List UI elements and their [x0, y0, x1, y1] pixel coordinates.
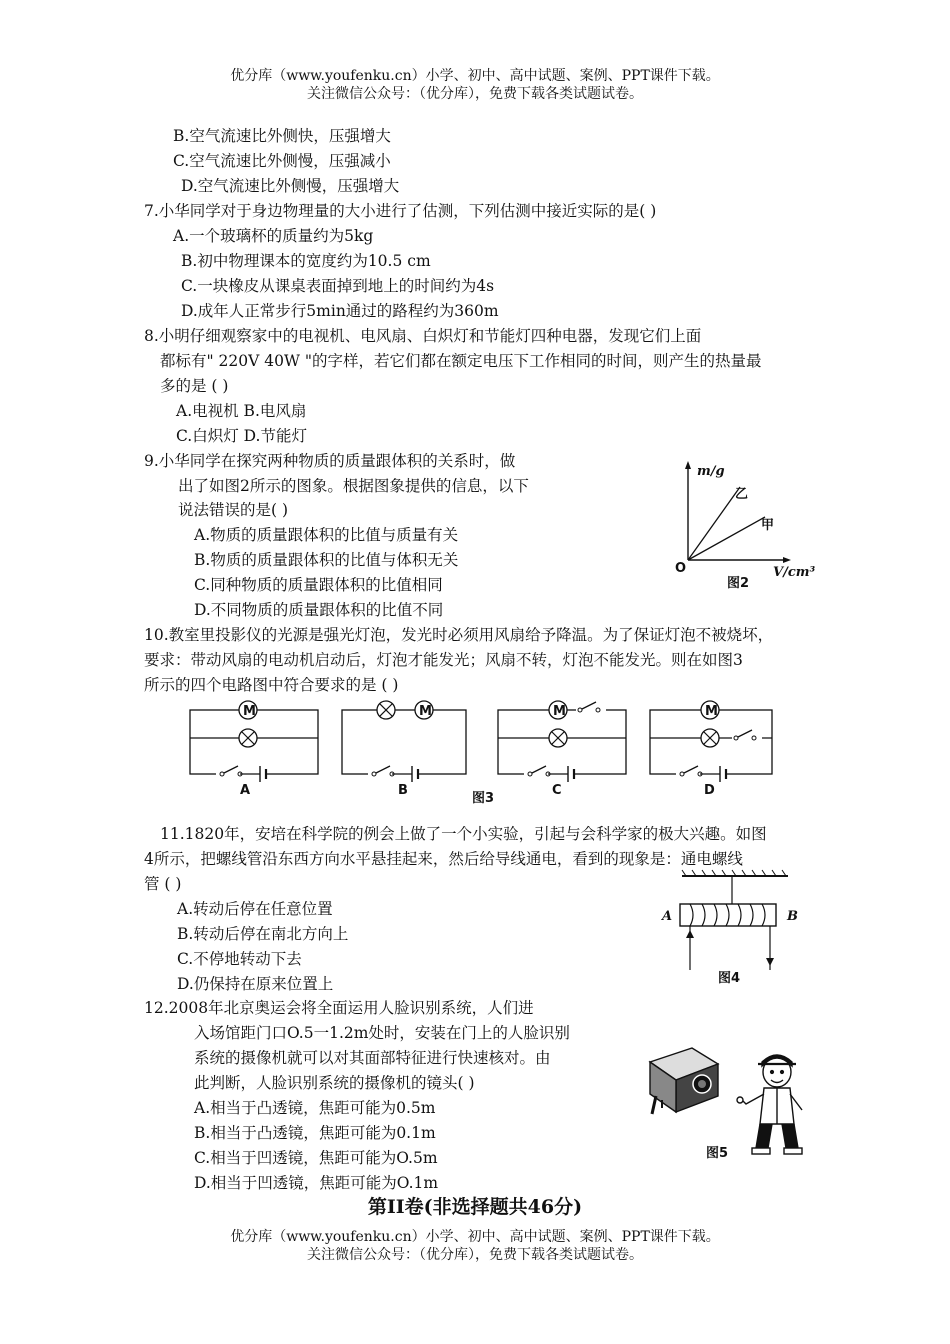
- figure-3-caption: 图3: [472, 791, 495, 806]
- q12-stem-1: 12.2008年北京奥运会将全面运用人脸识别系统，人们进: [144, 999, 534, 1017]
- q9-stem-2: 出了如图2所示的图象。根据图象提供的信息，以下: [178, 477, 529, 495]
- q6-option-c: C.空气流速比外侧慢，压强减小: [173, 152, 391, 170]
- q10-stem-1: 10.教室里投影仪的光源是强光灯泡，发光时必须用风扇给予降温。为了保证灯泡不被烧坏，: [144, 626, 774, 644]
- q8-stem-2: 都标有" 220V 40W "的字样，若它们都在额定电压下工作相同的时间，则产生的热量最: [160, 352, 762, 370]
- q10-stem-3: 所示的四个电路图中符合要求的是 ( ): [144, 676, 399, 694]
- x-axis-arrow: [783, 557, 791, 563]
- footer-line-1: 优分库（www.youfenku.cn）小学、初中、高中试题、案例、PPT课件下载。: [230, 1229, 720, 1245]
- q11-option-d: D.仍保持在原来位置上: [177, 975, 334, 993]
- section-title: 第II卷(非选择题共46分): [367, 1196, 583, 1218]
- q12-option-b: B.相当于凸透镜，焦距可能为0.1m: [194, 1124, 436, 1142]
- svg-text:M: M: [553, 704, 566, 719]
- circuit-b: [342, 701, 466, 798]
- figure-2-caption: 图2: [727, 576, 750, 591]
- line-yi-label: 乙: [735, 487, 749, 502]
- circuit-a-label: A: [240, 783, 251, 798]
- svg-text:M: M: [243, 704, 256, 719]
- person-icon: [737, 1055, 802, 1154]
- q11-option-a: A.转动后停在任意位置: [177, 900, 333, 918]
- q7-option-a: A.一个玻璃杯的质量约为5kg: [173, 227, 374, 245]
- q9-option-c: C.同种物质的质量跟体积的比值相同: [194, 576, 443, 594]
- end-a-label: A: [662, 909, 673, 924]
- q11-stem-2: 4所示，把螺线管沿东西方向水平悬挂起来，然后给导线通电，看到的现象是：通电螺线: [144, 850, 743, 868]
- line-jia-label: 甲: [761, 518, 775, 533]
- q7-stem: 7.小华同学对于身边物理量的大小进行了估测，下列估测中接近实际的是( ): [144, 202, 657, 220]
- end-b-label: B: [787, 909, 798, 924]
- q8-stem-1: 8.小明仔细观察家中的电视机、电风扇、白炽灯和节能灯四种电器，发现它们上面: [144, 327, 702, 345]
- svg-text:M: M: [419, 704, 432, 719]
- y-axis-arrow: [685, 461, 691, 469]
- figure-2-mass-volume-graph: [665, 455, 815, 595]
- q12-stem-3: 系统的摄像机就可以对其面部特征进行快速核对。由: [194, 1049, 551, 1067]
- q9-stem-1: 9.小华同学在探究两种物质的质量跟体积的关系时，做: [144, 452, 516, 470]
- q10-stem-2: 要求：带动风扇的电动机启动后，灯泡才能发光；风扇不转，灯泡不能发光。则在如图3: [144, 651, 743, 669]
- circuit-d: [650, 701, 772, 798]
- q6-option-b: B.空气流速比外侧快，压强增大: [173, 127, 391, 145]
- q12-option-d: D.相当于凹透镜，焦距可能为O.1m: [194, 1174, 439, 1192]
- q9-option-a: A.物质的质量跟体积的比值与质量有关: [194, 526, 459, 544]
- q8-options-ab: A.电视机 B.电风扇: [176, 402, 307, 420]
- circuit-d-label: D: [704, 783, 715, 798]
- q9-stem-3: 说法错误的是( ): [178, 501, 289, 519]
- q12-option-a: A.相当于凸透镜，焦距可能为0.5m: [194, 1099, 436, 1117]
- q12-stem-4: 此判断，人脸识别系统的摄像机的镜头( ): [194, 1074, 475, 1092]
- q8-stem-3: 多的是 ( ): [160, 377, 229, 395]
- line-yi: [688, 487, 740, 560]
- q11-stem-3: 管 ( ): [144, 875, 182, 893]
- circuit-c-label: C: [552, 783, 562, 798]
- header-line-2: 关注微信公众号：（优分库），免费下载各类试题试卷。: [307, 86, 643, 102]
- line-jia: [688, 517, 765, 560]
- figure-3-circuits: [180, 698, 780, 808]
- x-axis-label: V/cm³: [773, 565, 816, 580]
- y-axis-label: m/g: [697, 464, 725, 479]
- circuit-b-label: B: [398, 783, 408, 798]
- camera-icon: [650, 1048, 718, 1114]
- circuit-a: [190, 701, 318, 798]
- q7-option-d: D.成年人正常步行5min通过的路程约为360m: [181, 302, 499, 320]
- q12-stem-2: 入场馆距门口O.5一1.2m处时，安装在门上的人脸识别: [194, 1024, 570, 1042]
- footer-line-2: 关注微信公众号：（优分库），免费下载各类试题试卷。: [307, 1247, 643, 1263]
- q11-option-b: B.转动后停在南北方向上: [177, 925, 349, 943]
- q8-options-cd: C.白炽灯 D.节能灯: [176, 427, 307, 445]
- q11-option-c: C.不停地转动下去: [177, 950, 302, 968]
- q7-option-b: B.初中物理课本的宽度约为10.5 cm: [181, 252, 431, 270]
- q11-stem-1: 11.1820年，安培在科学院的例会上做了一个小实验，引起与会科学家的极大兴趣。如图: [160, 825, 767, 843]
- q9-option-b: B.物质的质量跟体积的比值与体积无关: [194, 551, 459, 569]
- q7-option-c: C.一块橡皮从课桌表面掉到地上的时间约为4s: [181, 277, 495, 295]
- figure-5-face-recognition: [640, 1040, 810, 1165]
- q9-option-d: D.不同物质的质量跟体积的比值不同: [194, 601, 444, 619]
- figure-4-caption: 图4: [718, 971, 741, 986]
- figure-4-solenoid: [660, 868, 810, 988]
- circuit-c: [498, 701, 626, 798]
- svg-text:M: M: [705, 704, 718, 719]
- q12-option-c: C.相当于凹透镜，焦距可能为O.5m: [194, 1149, 438, 1167]
- origin-label: O: [675, 561, 687, 576]
- q6-option-d: D.空气流速比外侧慢，压强增大: [181, 177, 400, 195]
- figure-5-caption: 图5: [706, 1146, 729, 1161]
- header-line-1: 优分库（www.youfenku.cn）小学、初中、高中试题、案例、PPT课件下载。: [230, 68, 720, 84]
